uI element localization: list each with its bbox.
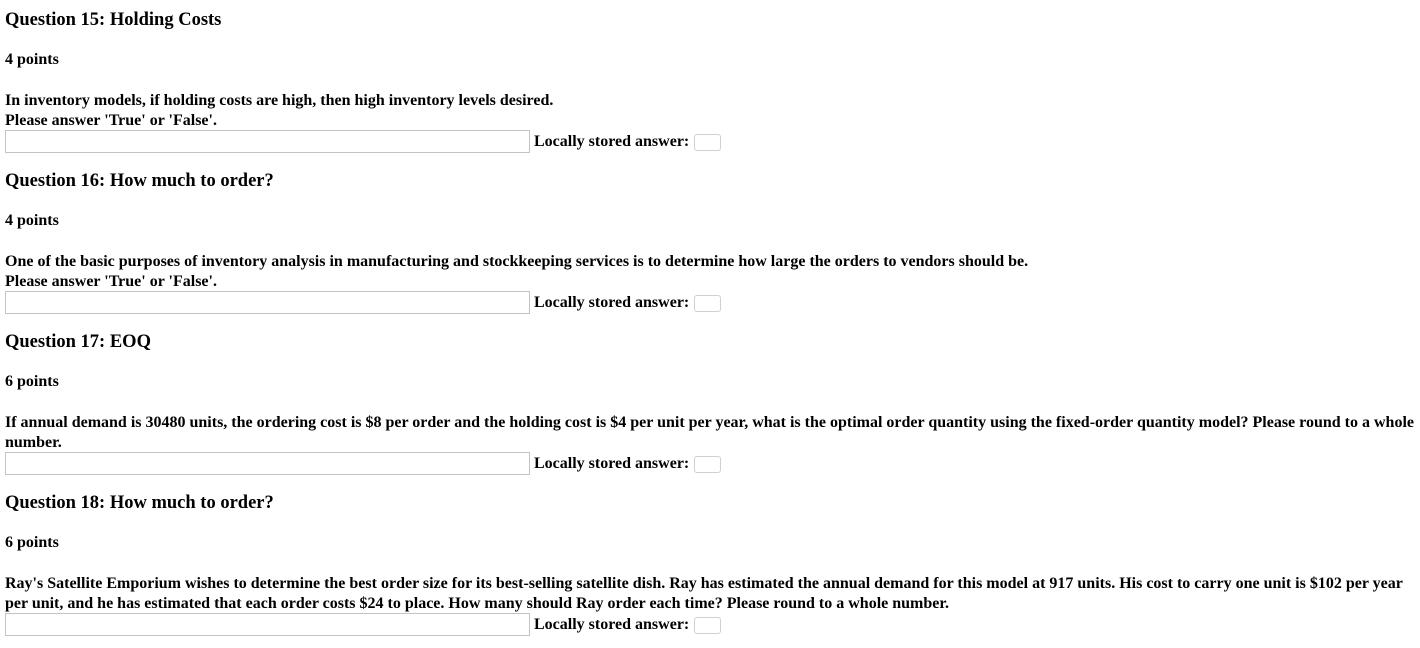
question-points: 4 points: [5, 51, 59, 68]
locally-stored-answer-label: Locally stored answer:: [534, 293, 690, 311]
question-text: [5, 252, 1416, 291]
answer-input[interactable]: [5, 613, 530, 636]
question-17: [5, 330, 1416, 475]
locally-stored-answer-value: [694, 134, 721, 151]
answer-row: [5, 130, 1416, 153]
question-text-line: One of the basic purposes of inventory analysis in manufacturing and stockkeeping services is to determine how large the orders to vendors should be.: [5, 253, 1029, 270]
locally-stored-answer-label: Locally stored answer:: [534, 132, 690, 150]
locally-stored-answer-value: [694, 295, 721, 312]
answer-row: [5, 291, 1416, 314]
question-text-line: Ray's Satellite Emporium wishes to determine the best order size for its best-selling satellite dish. Ray has estimated the annual demand for this model at 917 units. His cost to carry one unit is $102 per year per unit, and he has estimated that each order costs $24 to place. How many should Ray order each time? Please round to a whole number.: [5, 575, 1403, 612]
answer-row: [5, 613, 1416, 636]
answer-input[interactable]: [5, 130, 530, 153]
question-points: 6 points: [5, 373, 59, 390]
locally-stored-answer-label: Locally stored answer:: [534, 454, 690, 472]
question-instruction: Please answer 'True' or 'False'.: [5, 111, 217, 129]
question-title: Question 17: EOQ: [5, 332, 151, 352]
question-points: 6 points: [5, 534, 59, 551]
question-text: [5, 91, 1416, 130]
question-18: [5, 491, 1416, 636]
locally-stored-answer-label: Locally stored answer:: [534, 615, 690, 633]
question-title: Question 15: Holding Costs: [5, 10, 222, 30]
question-title: Question 16: How much to order?: [5, 171, 274, 191]
answer-input[interactable]: [5, 291, 530, 314]
question-15: [5, 8, 1416, 153]
question-points: 4 points: [5, 212, 59, 229]
question-text: [5, 413, 1416, 452]
question-text: [5, 574, 1416, 613]
question-16: [5, 169, 1416, 314]
question-text-line: In inventory models, if holding costs are high, then high inventory levels desired.: [5, 92, 554, 109]
question-instruction: Please answer 'True' or 'False'.: [5, 272, 217, 290]
question-title: Question 18: How much to order?: [5, 493, 274, 513]
locally-stored-answer-value: [694, 456, 721, 473]
question-text-line: If annual demand is 30480 units, the ordering cost is $8 per order and the holding cost is $4 per unit per year, what is the optimal order quantity using the fixed-order quantity model? Please round to a whole number.: [5, 414, 1414, 451]
answer-row: [5, 452, 1416, 475]
answer-input[interactable]: [5, 452, 530, 475]
locally-stored-answer-value: [694, 617, 721, 634]
